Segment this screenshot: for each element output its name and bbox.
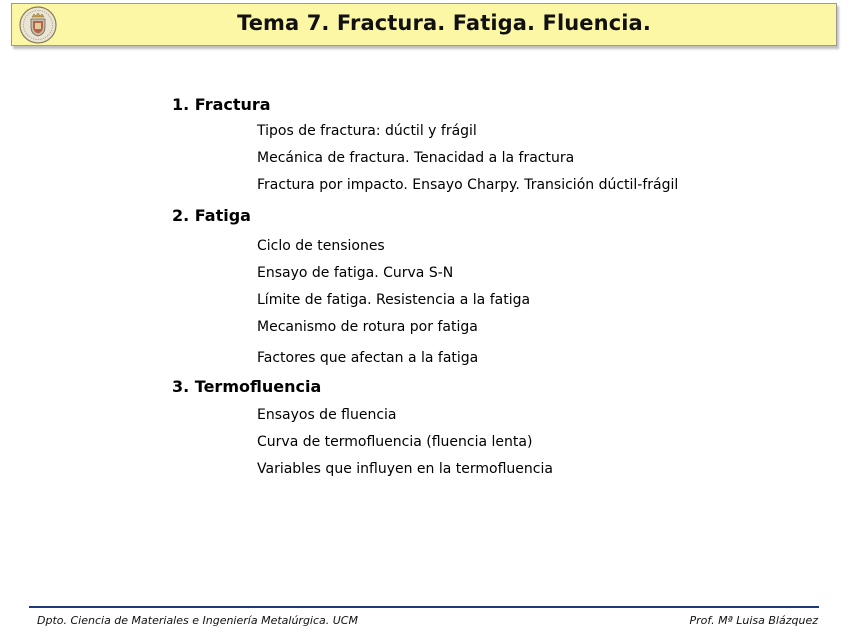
list-item: Tipos de fractura: dúctil y frágil bbox=[257, 123, 477, 139]
section-title: 1. Fractura bbox=[172, 95, 271, 114]
footer-author: Prof. Mª Luisa Blázquez bbox=[689, 614, 818, 627]
list-item: Variables que influyen en la termofluencia bbox=[257, 461, 553, 477]
section-termofluencia bbox=[172, 374, 792, 483]
list-item: Mecanismo de rotura por fatiga bbox=[257, 319, 478, 335]
outline bbox=[172, 92, 792, 483]
section-title: 2. Fatiga bbox=[172, 206, 251, 225]
section-fractura bbox=[172, 92, 792, 199]
list-item: Ensayo de fatiga. Curva S-N bbox=[257, 265, 454, 281]
footer-divider bbox=[29, 606, 819, 608]
list-item: Mecánica de fractura. Tenacidad a la fractura bbox=[257, 150, 575, 166]
list-item: Ensayos de fluencia bbox=[257, 407, 397, 423]
list-item: Fractura por impacto. Ensayo Charpy. Transición dúctil-frágil bbox=[257, 177, 679, 193]
page-title: Tema 7. Fractura. Fatiga. Fluencia. bbox=[237, 11, 651, 35]
section-fatiga bbox=[172, 203, 792, 372]
list-item: Ciclo de tensiones bbox=[257, 238, 385, 254]
list-item: Curva de termofluencia (fluencia lenta) bbox=[257, 434, 533, 450]
section-title: 3. Termofluencia bbox=[172, 377, 322, 396]
list-item: Factores que afectan a la fatiga bbox=[257, 350, 479, 366]
footer-department: Dpto. Ciencia de Materiales e Ingeniería Metalúrgica. UCM bbox=[37, 614, 358, 627]
slide-header bbox=[11, 3, 837, 46]
list-item: Límite de fatiga. Resistencia a la fatiga bbox=[257, 292, 531, 308]
